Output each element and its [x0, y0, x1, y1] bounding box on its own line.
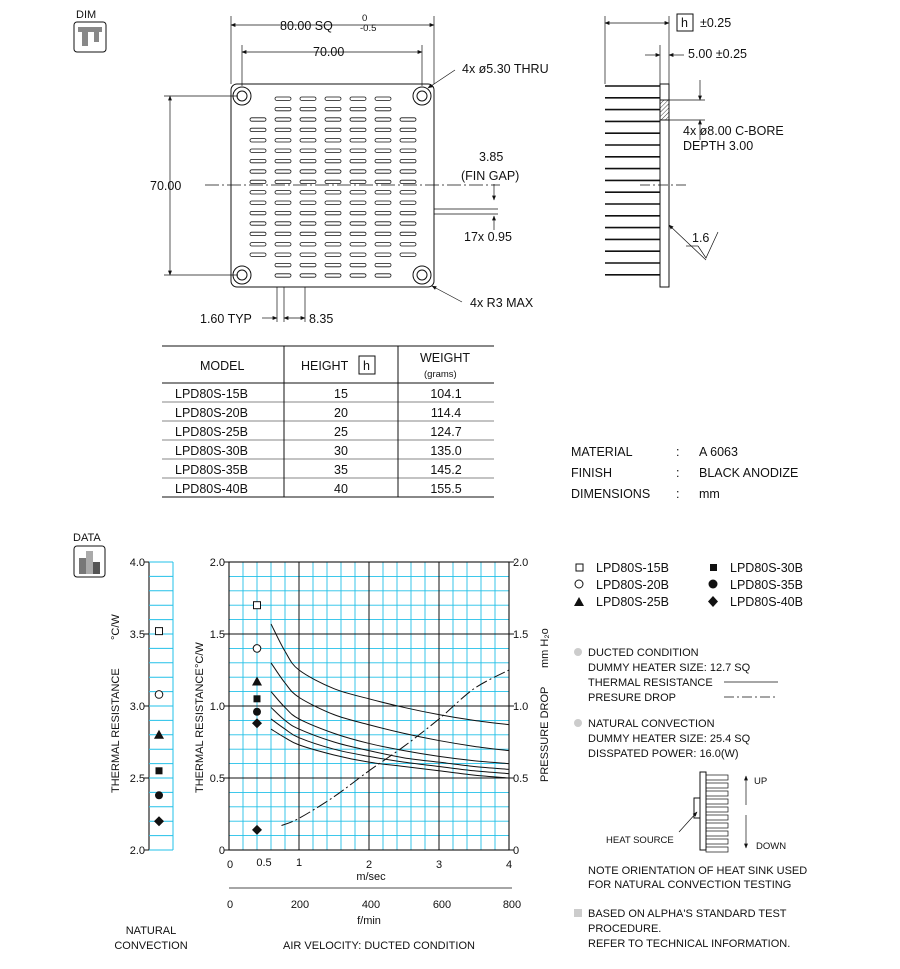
orient-fin — [706, 775, 728, 780]
natural-convection-chart — [110, 557, 188, 952]
left-caption-1: NATURAL — [125, 925, 177, 937]
fin-slot — [275, 211, 291, 214]
table-cell-weight: 114.4 — [430, 406, 462, 420]
fin-slot — [300, 118, 316, 121]
fin-slot — [300, 253, 316, 256]
spec-value: A 6063 — [699, 445, 738, 459]
table-row — [175, 482, 462, 496]
ducted-chart — [194, 557, 551, 952]
fin-slot — [375, 159, 391, 162]
fin-slot — [300, 222, 316, 225]
orient-fin — [706, 815, 728, 820]
table-row — [175, 387, 462, 401]
dim-height-symbol: h — [681, 16, 688, 30]
note-orientation-1: NOTE ORIENTATION OF HEAT SINK USED — [588, 865, 808, 877]
fin-slot — [400, 159, 416, 162]
table-cell-height: 15 — [334, 387, 348, 401]
fin-slot — [300, 97, 316, 100]
fin-slot — [250, 211, 266, 214]
fin-slot — [250, 180, 266, 183]
fmin-tick: 800 — [502, 899, 522, 911]
fin-slot — [275, 201, 291, 204]
orient-fin — [706, 839, 728, 844]
main-unit-right: mm H₂o — [539, 628, 551, 668]
orient-fin — [706, 799, 728, 804]
main-left-tick: 2.0 — [209, 557, 225, 569]
fin-slot — [325, 222, 341, 225]
fin-slot — [275, 232, 291, 235]
fin-slot — [250, 222, 266, 225]
legend-label: LPD80S-20B — [596, 578, 669, 592]
dim-tol-bottom: -0.5 — [360, 23, 377, 34]
dim-hole-span-h: 70.00 — [313, 45, 345, 59]
main-caption: AIR VELOCITY: DUCTED CONDITION — [283, 940, 475, 952]
fin-slot — [400, 139, 416, 142]
natural-point — [155, 791, 163, 799]
table-header-height-symbol: h — [363, 359, 370, 373]
fmin-tick: 600 — [432, 899, 452, 911]
mount-holes — [233, 87, 431, 284]
table-cell-model: LPD80S-15B — [175, 387, 248, 401]
main-ylabel-right: PRESSURE DROP — [539, 686, 551, 782]
thermal-curve — [271, 663, 509, 751]
note-natural-title: NATURAL CONVECTION — [588, 718, 715, 730]
table-cell-weight: 124.7 — [430, 425, 462, 439]
fin-slot — [375, 128, 391, 131]
table-cell-height: 20 — [334, 406, 348, 420]
table-cell-model: LPD80S-25B — [175, 425, 248, 439]
main-right-tick: 0.5 — [513, 773, 529, 785]
fin-slot — [325, 149, 341, 152]
fin-slot — [350, 107, 366, 110]
orient-fin — [706, 791, 728, 796]
fin-slot — [300, 159, 316, 162]
note-standard-3: REFER TO TECHNICAL INFORMATION. — [588, 938, 791, 950]
table-cell-height: 35 — [334, 463, 348, 477]
spec-label: MATERIAL — [571, 445, 633, 459]
dim-fin-gap-value: 3.85 — [479, 150, 504, 164]
fin-slot — [325, 118, 341, 121]
spec-colon: : — [676, 445, 680, 459]
fin-slot — [300, 191, 316, 194]
fin-slot — [375, 170, 391, 173]
fin-slot — [250, 149, 266, 152]
table-cell-weight: 135.0 — [430, 444, 462, 458]
ducted-point — [253, 645, 261, 653]
fin-slot — [325, 97, 341, 100]
fin-slot — [300, 232, 316, 235]
left-tick: 2.0 — [129, 845, 145, 857]
fin-slot — [250, 191, 266, 194]
dim-cbore-2: DEPTH 3.00 — [683, 139, 754, 153]
dim-overall: 80.00 SQ — [280, 19, 333, 33]
left-caption-2: CONVECTION — [114, 940, 188, 952]
fin-slot — [400, 128, 416, 131]
ms-tick: 0.5 — [256, 857, 272, 869]
legend-filled-circle-icon — [709, 580, 718, 589]
fin-slots — [250, 97, 416, 277]
fin-slot — [275, 253, 291, 256]
table-header-weight: WEIGHT — [420, 351, 470, 365]
table-row — [175, 463, 462, 477]
note-natural-heater: DUMMY HEATER SIZE: 25.4 SQ — [588, 733, 751, 745]
notes — [574, 647, 807, 950]
spec-label: FINISH — [571, 466, 612, 480]
fin-slot — [300, 201, 316, 204]
fin-slot — [400, 191, 416, 194]
table-cell-model: LPD80S-40B — [175, 482, 248, 496]
fin-slot — [325, 128, 341, 131]
data-label: DATA — [73, 532, 101, 544]
fin-slot — [250, 201, 266, 204]
fin-slot — [275, 149, 291, 152]
fin-slot — [275, 191, 291, 194]
fin-slot — [375, 263, 391, 266]
note-ducted-title: DUCTED CONDITION — [588, 647, 699, 659]
note-standard-1: BASED ON ALPHA'S STANDARD TEST — [588, 908, 787, 920]
spec-block — [571, 445, 798, 501]
table-header-model: MODEL — [200, 359, 245, 373]
pressure-curve — [282, 670, 510, 826]
note-down: DOWN — [756, 841, 787, 852]
natural-point — [154, 816, 164, 826]
legend-open-square-icon — [576, 564, 583, 571]
note-ducted-heater: DUMMY HEATER SIZE: 12.7 SQ — [588, 662, 751, 674]
fin-slot — [250, 232, 266, 235]
fin-slot — [275, 222, 291, 225]
fin-slot — [350, 232, 366, 235]
dim-holes: 4x ø5.30 THRU — [462, 62, 549, 76]
note-orientation-2: FOR NATURAL CONVECTION TESTING — [588, 879, 792, 891]
left-tick: 4.0 — [129, 557, 145, 569]
fin-slot — [375, 243, 391, 246]
fin-slot — [350, 211, 366, 214]
fin-slot — [375, 97, 391, 100]
fin-slot — [400, 180, 416, 183]
fmin-tick: 0 — [226, 899, 234, 911]
main-ylabel-left: THERMAL RESISTANCE — [194, 668, 206, 793]
orient-fin — [706, 783, 728, 788]
fin-slot — [350, 191, 366, 194]
left-tick: 3.5 — [129, 629, 145, 641]
natural-point — [156, 767, 163, 774]
fin-slot — [250, 118, 266, 121]
fin-slot — [400, 232, 416, 235]
fin-slot — [350, 159, 366, 162]
fin-slot — [400, 118, 416, 121]
table-header-height: HEIGHT — [301, 359, 349, 373]
dim-tol-top: 0 — [362, 13, 368, 24]
fin-slot — [300, 139, 316, 142]
fin-slot — [250, 170, 266, 173]
spec-value: BLACK ANODIZE — [699, 466, 799, 480]
table-row — [175, 425, 462, 439]
table-cell-height: 25 — [334, 425, 348, 439]
table-cell-weight: 104.1 — [430, 387, 462, 401]
fin-slot — [325, 170, 341, 173]
fin-slot — [350, 97, 366, 100]
fin-slot — [375, 274, 391, 277]
fin-slot — [400, 149, 416, 152]
fin-slot — [250, 128, 266, 131]
fin-slot — [375, 107, 391, 110]
fin-slot — [350, 243, 366, 246]
main-left-tick: 0 — [218, 845, 225, 857]
fin-slot — [350, 201, 366, 204]
legend-filled-diamond-icon — [708, 596, 718, 607]
fin-slot — [350, 128, 366, 131]
legend-label: LPD80S-30B — [730, 561, 803, 575]
ducted-point — [252, 718, 262, 728]
fin-slot — [325, 159, 341, 162]
fin-slot — [350, 170, 366, 173]
ms-tick: 4 — [505, 859, 513, 871]
main-left-tick: 0.5 — [209, 773, 225, 785]
ms-tick: 1 — [295, 857, 303, 869]
note-pressure-drop: PRESURE DROP — [588, 692, 677, 704]
spec-value: mm — [699, 487, 720, 501]
left-tick: 3.0 — [129, 701, 145, 713]
caliper-icon — [74, 22, 106, 52]
legend-filled-triangle-icon — [574, 597, 584, 606]
fin-slot — [350, 263, 366, 266]
fin-slot — [300, 263, 316, 266]
fin-slot — [300, 243, 316, 246]
fin-slot — [250, 253, 266, 256]
fin-slot — [400, 243, 416, 246]
fin-slot — [250, 243, 266, 246]
main-right-tick: 1.5 — [513, 629, 529, 641]
fin-slot — [400, 201, 416, 204]
table-cell-model: LPD80S-30B — [175, 444, 248, 458]
natural-point — [155, 691, 163, 699]
table-cell-weight: 155.5 — [430, 482, 462, 496]
left-tick: 2.5 — [129, 773, 145, 785]
spec-colon: : — [676, 466, 680, 480]
fin-slot — [350, 253, 366, 256]
fin-slot — [275, 170, 291, 173]
legend-open-circle-icon — [575, 580, 583, 588]
main-unit-left: °C/W — [194, 642, 206, 668]
note-up: UP — [754, 776, 768, 787]
dim-fin-gap-label: (FIN GAP) — [461, 169, 520, 183]
spec-label: DIMENSIONS — [571, 487, 651, 501]
table-row — [175, 444, 462, 458]
table-cell-weight: 145.2 — [430, 463, 462, 477]
fin-slot — [275, 118, 291, 121]
fin-slot — [300, 274, 316, 277]
spec-colon: : — [676, 487, 680, 501]
fin-slot — [325, 274, 341, 277]
fin-slot — [325, 139, 341, 142]
fin-slot — [375, 232, 391, 235]
fmin-tick: 200 — [290, 899, 310, 911]
fin-slot — [375, 149, 391, 152]
fin-slot — [250, 159, 266, 162]
fmin-label: f/min — [357, 915, 381, 927]
fin-slot — [375, 253, 391, 256]
legend-filled-square-icon — [710, 564, 717, 571]
dim-base: 5.00 ±0.25 — [688, 47, 747, 61]
ducted-point — [254, 602, 261, 609]
fin-slot — [325, 263, 341, 266]
fin-slot — [375, 211, 391, 214]
thermal-curve — [271, 624, 509, 725]
orient-fin — [706, 823, 728, 828]
fin-slot — [275, 159, 291, 162]
fin-slot — [350, 180, 366, 183]
fin-slot — [325, 211, 341, 214]
fin-slot — [275, 97, 291, 100]
model-table — [162, 346, 494, 497]
dim-pitch: 8.35 — [309, 312, 334, 326]
note-heat-source: HEAT SOURCE — [606, 835, 674, 846]
dim-height-tol: ±0.25 — [700, 16, 732, 30]
fin-slot — [325, 201, 341, 204]
fin-slot — [300, 107, 316, 110]
fin-slot — [350, 149, 366, 152]
fin-slot — [325, 107, 341, 110]
top-view — [205, 84, 500, 287]
dim-finish-mark: 1.6 — [692, 231, 710, 245]
fin-slot — [375, 222, 391, 225]
orient-fin — [706, 847, 728, 852]
main-right-tick: 0 — [513, 845, 520, 857]
fin-slot — [400, 211, 416, 214]
fin-slot — [375, 201, 391, 204]
legend-label: LPD80S-25B — [596, 595, 669, 609]
main-left-tick: 1.5 — [209, 629, 225, 641]
ms-label: m/sec — [356, 871, 386, 883]
fin-slot — [400, 170, 416, 173]
main-right-tick: 2.0 — [513, 557, 529, 569]
fin-slot — [325, 253, 341, 256]
side-view — [605, 84, 688, 287]
fin-slot — [350, 274, 366, 277]
ms-tick: 2 — [365, 859, 373, 871]
ms-tick: 3 — [435, 859, 443, 871]
orient-fin — [706, 807, 728, 812]
fin-slot — [325, 180, 341, 183]
fin-slot — [375, 191, 391, 194]
fin-slot — [250, 139, 266, 142]
fin-slot — [300, 211, 316, 214]
legend-label: LPD80S-15B — [596, 561, 669, 575]
fin-slot — [275, 128, 291, 131]
table-row — [175, 406, 461, 420]
table-cell-model: LPD80S-20B — [175, 406, 248, 420]
fin-slot — [275, 139, 291, 142]
ducted-point — [253, 708, 261, 716]
table-cell-model: LPD80S-35B — [175, 463, 248, 477]
dim-typ: 1.60 TYP — [200, 312, 252, 326]
fin-slot — [275, 274, 291, 277]
fin-slot — [275, 180, 291, 183]
fin-slot — [375, 139, 391, 142]
legend — [574, 561, 803, 609]
left-unit: °C/W — [110, 614, 122, 640]
bullet-icon — [574, 719, 582, 727]
main-left-tick: 1.0 — [209, 701, 225, 713]
fin-slot — [350, 118, 366, 121]
fin-slot — [300, 170, 316, 173]
dim-cbore-1: 4x ø8.00 C-BORE — [683, 124, 784, 138]
pressure-point — [252, 825, 262, 835]
fin-slot — [275, 107, 291, 110]
fin-slot — [350, 222, 366, 225]
note-standard-2: PROCEDURE. — [588, 923, 662, 935]
table-cell-height: 30 — [334, 444, 348, 458]
bar-chart-icon — [74, 546, 105, 577]
fin-slot — [375, 180, 391, 183]
legend-label: LPD80S-35B — [730, 578, 803, 592]
note-power: DISSPATED POWER: 16.0(W) — [588, 748, 739, 760]
fin-slot — [400, 222, 416, 225]
orient-fin — [706, 831, 728, 836]
natural-point — [156, 628, 163, 635]
fin-slot — [350, 139, 366, 142]
fmin-tick: 400 — [361, 899, 381, 911]
fin-slot — [325, 243, 341, 246]
fin-slot — [325, 191, 341, 194]
fin-slot — [300, 128, 316, 131]
fin-slot — [300, 180, 316, 183]
side-fins — [605, 86, 660, 275]
ducted-point — [252, 677, 262, 686]
ducted-point — [254, 695, 261, 702]
ms-tick: 0 — [226, 859, 234, 871]
bullet-icon — [574, 909, 582, 917]
dim-corner: 4x R3 MAX — [470, 296, 534, 310]
bullet-icon — [574, 648, 582, 656]
dim-label: DIM — [76, 9, 97, 21]
fin-slot — [275, 243, 291, 246]
fin-slot — [300, 149, 316, 152]
fin-slot — [325, 232, 341, 235]
dim-hole-span-v: 70.00 — [150, 179, 182, 193]
fin-slot — [400, 253, 416, 256]
left-ylabel: THERMAL RESISTANCE — [110, 668, 122, 793]
note-thermal-resistance: THERMAL RESISTANCE — [588, 677, 713, 689]
fin-slot — [275, 263, 291, 266]
dim-fins: 17x 0.95 — [464, 230, 512, 244]
main-right-tick: 1.0 — [513, 701, 529, 713]
orientation-sketch — [679, 772, 746, 852]
fin-slot — [375, 118, 391, 121]
legend-label: LPD80S-40B — [730, 595, 803, 609]
dim-section — [74, 9, 784, 326]
table-header-weight-unit: (grams) — [424, 369, 457, 380]
table-cell-height: 40 — [334, 482, 348, 496]
